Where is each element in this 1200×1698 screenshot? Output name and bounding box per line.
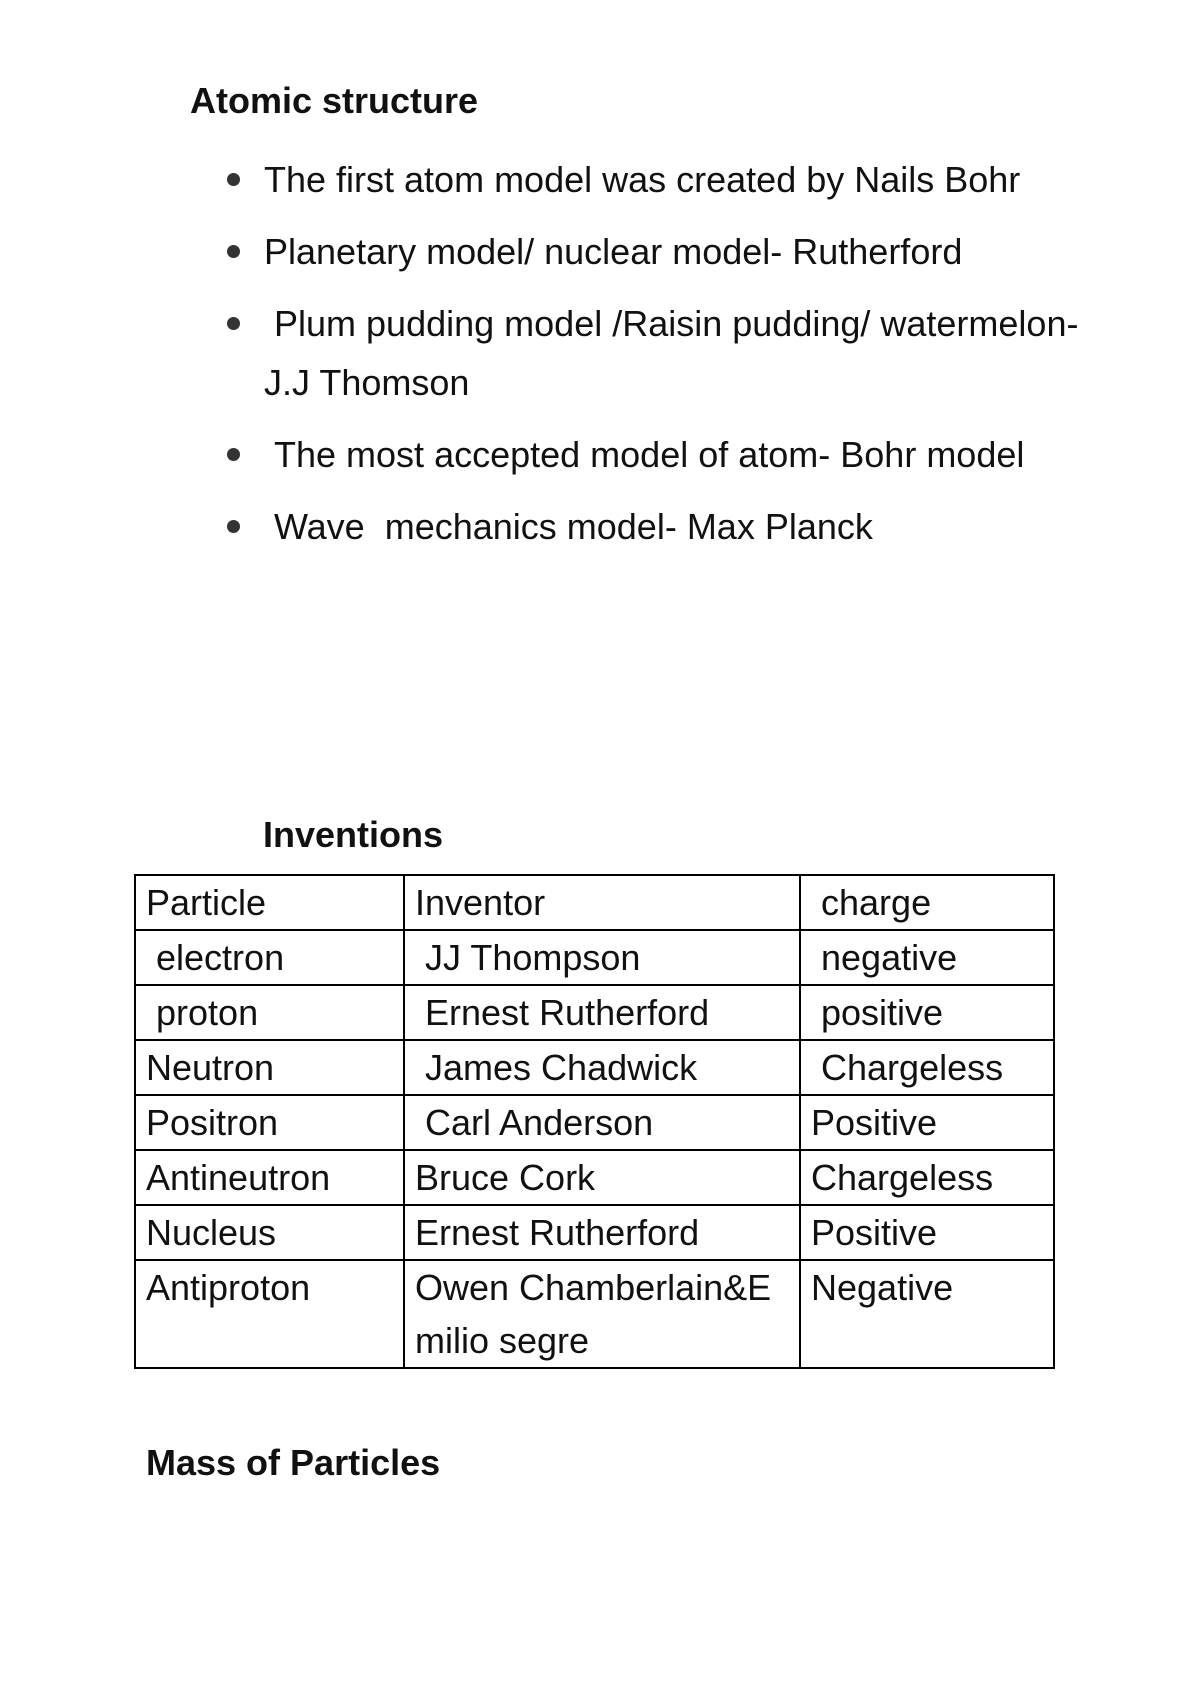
header-inventor: Inventor — [404, 875, 800, 930]
inventor-cell: JJ Thompson — [404, 930, 800, 985]
table-row — [135, 1150, 1054, 1205]
table-row — [135, 985, 1054, 1040]
particle-cell: proton — [135, 985, 404, 1040]
list-item — [222, 150, 1082, 209]
list-item-text: Planetary model/ nuclear model- Rutherford — [264, 231, 963, 272]
inventor-cell: Owen Chamberlain&Emilio segre — [404, 1260, 800, 1368]
particle-cell: Antiproton — [135, 1260, 404, 1368]
table-row — [135, 1205, 1054, 1260]
inventor-cell: Ernest Rutherford — [404, 985, 800, 1040]
list-item — [222, 497, 1082, 556]
table-row — [135, 1095, 1054, 1150]
charge-cell: Positive — [800, 1095, 1054, 1150]
list-item — [222, 294, 1089, 412]
mass-heading: Mass of Particles — [146, 1442, 441, 1483]
charge-cell: Chargeless — [800, 1150, 1054, 1205]
table-row — [135, 930, 1054, 985]
list-item-text: The most accepted model of atom- Bohr model — [264, 434, 1025, 475]
model-list — [222, 150, 1089, 569]
inventor-cell: Bruce Cork — [404, 1150, 800, 1205]
bullet-dot-icon — [227, 317, 240, 330]
list-item-text: The first atom model was created by Nails Bohr — [264, 159, 1021, 200]
list-item — [222, 222, 1082, 281]
header-charge: charge — [800, 875, 1054, 930]
particle-cell: electron — [135, 930, 404, 985]
inventions-table — [134, 874, 1055, 1369]
particle-cell: Neutron — [135, 1040, 404, 1095]
inventor-cell: Ernest Rutherford — [404, 1205, 800, 1260]
bullet-dot-icon — [227, 448, 240, 461]
page-title: Atomic structure — [190, 80, 479, 121]
charge-cell: Positive — [800, 1205, 1054, 1260]
list-item-text: Plum pudding model /Raisin pudding/ watermelon- J.J Thomson — [264, 303, 1089, 403]
header-particle: Particle — [135, 875, 404, 930]
inventor-cell: James Chadwick — [404, 1040, 800, 1095]
table-row — [135, 1260, 1054, 1368]
particle-cell: Positron — [135, 1095, 404, 1150]
charge-cell: Chargeless — [800, 1040, 1054, 1095]
particle-cell: Nucleus — [135, 1205, 404, 1260]
bullet-dot-icon — [227, 173, 240, 186]
bullet-dot-icon — [227, 245, 240, 258]
inventions-heading: Inventions — [263, 814, 444, 855]
bullet-dot-icon — [227, 520, 240, 533]
list-item-text: Wave mechanics model- Max Planck — [264, 506, 873, 547]
charge-cell: Negative — [800, 1260, 1054, 1368]
inventor-cell: Carl Anderson — [404, 1095, 800, 1150]
charge-cell: positive — [800, 985, 1054, 1040]
charge-cell: negative — [800, 930, 1054, 985]
table-header-row — [135, 875, 1054, 930]
table-row — [135, 1040, 1054, 1095]
list-item — [222, 425, 1082, 484]
particle-cell: Antineutron — [135, 1150, 404, 1205]
